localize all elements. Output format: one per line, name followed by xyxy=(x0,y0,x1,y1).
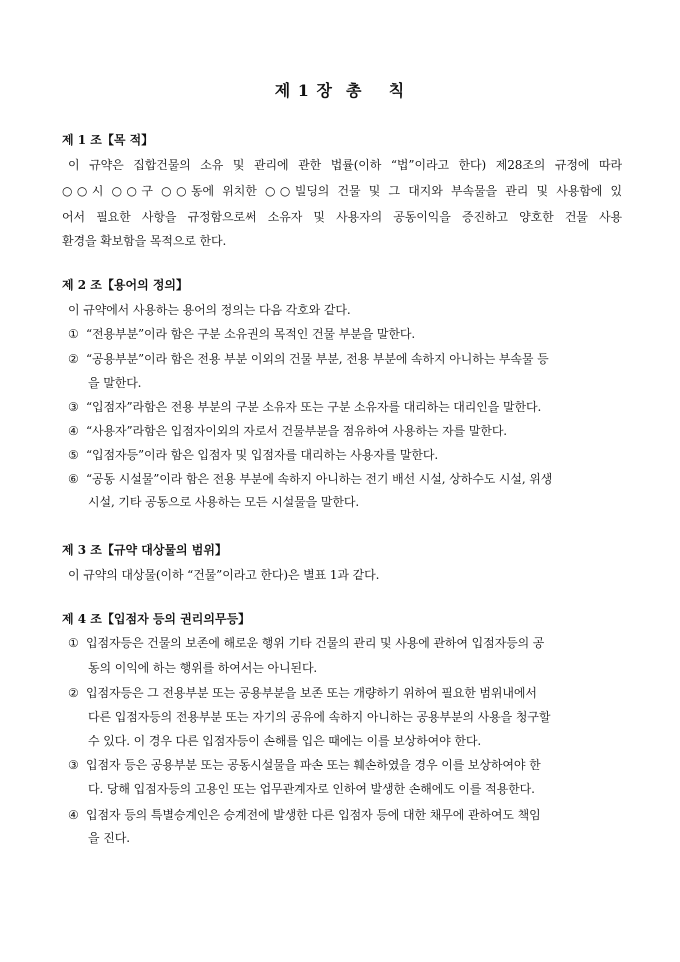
article-1-line-2: ○○시 ○○구 ○○동에 위치한 ○○빌딩의 건물 및 그 대지와 부속물을 관리 및 사용함에 있 xyxy=(62,184,622,198)
rights-item-4-cont: 을 진다. xyxy=(88,831,130,845)
item-text: “사용자”라함은 입점자이외의 자로서 건물부분을 점유하여 사용하는 자를 말한다. xyxy=(86,424,508,438)
article-4-heading: 제 4 조【입점자 등의 권리의무등】 xyxy=(62,612,251,626)
item-number: ④ xyxy=(68,424,79,438)
rights-item-4 xyxy=(68,806,541,823)
item-text: “전용부분”이라 함은 구분 소유권의 목적인 건물 부분을 말한다. xyxy=(86,327,416,341)
item-number: ① xyxy=(68,636,79,650)
definition-item-3 xyxy=(68,398,541,415)
definition-item-6-cont: 시설, 기타 공동으로 사용하는 모든 시설물을 말한다. xyxy=(88,495,360,509)
definition-item-1 xyxy=(68,325,415,342)
item-number: ③ xyxy=(68,400,79,414)
item-number: ② xyxy=(68,352,79,366)
rights-item-1 xyxy=(68,634,544,651)
article-1-heading: 제 1 조【목 적】 xyxy=(62,133,154,147)
item-number: ⑥ xyxy=(68,472,79,486)
item-text: 입점자등은 그 전용부분 또는 공용부분을 보존 또는 개량하기 위하여 필요한 범위내에서 xyxy=(86,686,537,700)
chapter-title: 제 1 장 총 칙 xyxy=(274,81,406,100)
definition-item-5 xyxy=(68,446,438,463)
item-number: ④ xyxy=(68,808,79,822)
item-text: 입점자등은 건물의 보존에 해로운 행위 기타 건물의 관리 및 사용에 관하여 입점자등의 공 xyxy=(86,636,545,650)
item-number: ① xyxy=(68,327,79,341)
definition-item-4 xyxy=(68,422,507,439)
item-text: “공동 시설물”이라 함은 전용 부분에 속하지 아니하는 전기 배선 시설, 상하수도 시설, 위생 xyxy=(86,472,553,486)
item-text: “입점자”라함은 전용 부분의 구분 소유자 또는 구분 소유자를 대리하는 대리인을 말한다. xyxy=(86,400,542,414)
item-text: “공용부분”이라 함은 전용 부분 이외의 건물 부분, 전용 부분에 속하지 아니하는 부속물 등 xyxy=(86,352,549,366)
definition-item-2 xyxy=(68,350,622,367)
rights-item-2-cont-1: 다른 입점자등의 전용부분 또는 자기의 공유에 속하지 아니하는 공용부분의 사용을 청구할 xyxy=(88,710,551,724)
item-text: “입점자등”이라 함은 입점자 및 입점자를 대리하는 사용자를 말한다. xyxy=(86,448,439,462)
rights-item-3-cont: 다. 당해 입점자등의 고용인 또는 업무관계자로 인하여 발생한 손해에도 이를 적용한다. xyxy=(88,782,535,796)
definition-item-6 xyxy=(68,470,552,487)
article-1-line-3: 어서 필요한 사항을 규정함으로써 소유자 및 사용자의 공동이익을 증진하고 양호한 건물 사용 xyxy=(62,210,622,224)
article-3-line-1: 이 규약의 대상물(이하 “건물”이라고 한다)은 별표 1과 같다. xyxy=(68,568,380,582)
item-number: ③ xyxy=(68,758,79,772)
article-2-heading: 제 2 조【용어의 정의】 xyxy=(62,278,189,292)
rights-item-2 xyxy=(68,684,537,701)
article-1-line-1: 이 규약은 집합건물의 소유 및 관리에 관한 법률(이하 “법”이라고 한다) 제28조의 규정에 따라 xyxy=(68,158,622,172)
article-1-line-4: 환경을 확보함을 목적으로 한다. xyxy=(62,234,227,248)
rights-item-2-cont-2: 수 있다. 이 경우 다른 입점자등이 손해를 입은 때에는 이를 보상하여야 한다. xyxy=(88,734,482,748)
article-2-intro: 이 규약에서 사용하는 용어의 정의는 다음 각호와 같다. xyxy=(68,303,351,317)
item-number: ⑤ xyxy=(68,448,79,462)
item-text: 입점자 등은 공용부분 또는 공동시설물을 파손 또는 훼손하였을 경우 이를 보상하여야 한 xyxy=(86,758,541,772)
rights-item-1-cont: 동의 이익에 하는 행위를 하여서는 아니된다. xyxy=(88,661,318,675)
item-text: 입점자 등의 특별승계인은 승계전에 발생한 다른 입점자 등에 대한 채무에 관하여도 책임 xyxy=(86,808,541,822)
article-3-heading: 제 3 조【규약 대상물의 범위】 xyxy=(62,543,227,557)
rights-item-3 xyxy=(68,756,541,773)
item-number: ② xyxy=(68,686,79,700)
definition-item-2-cont: 을 말한다. xyxy=(88,376,142,390)
